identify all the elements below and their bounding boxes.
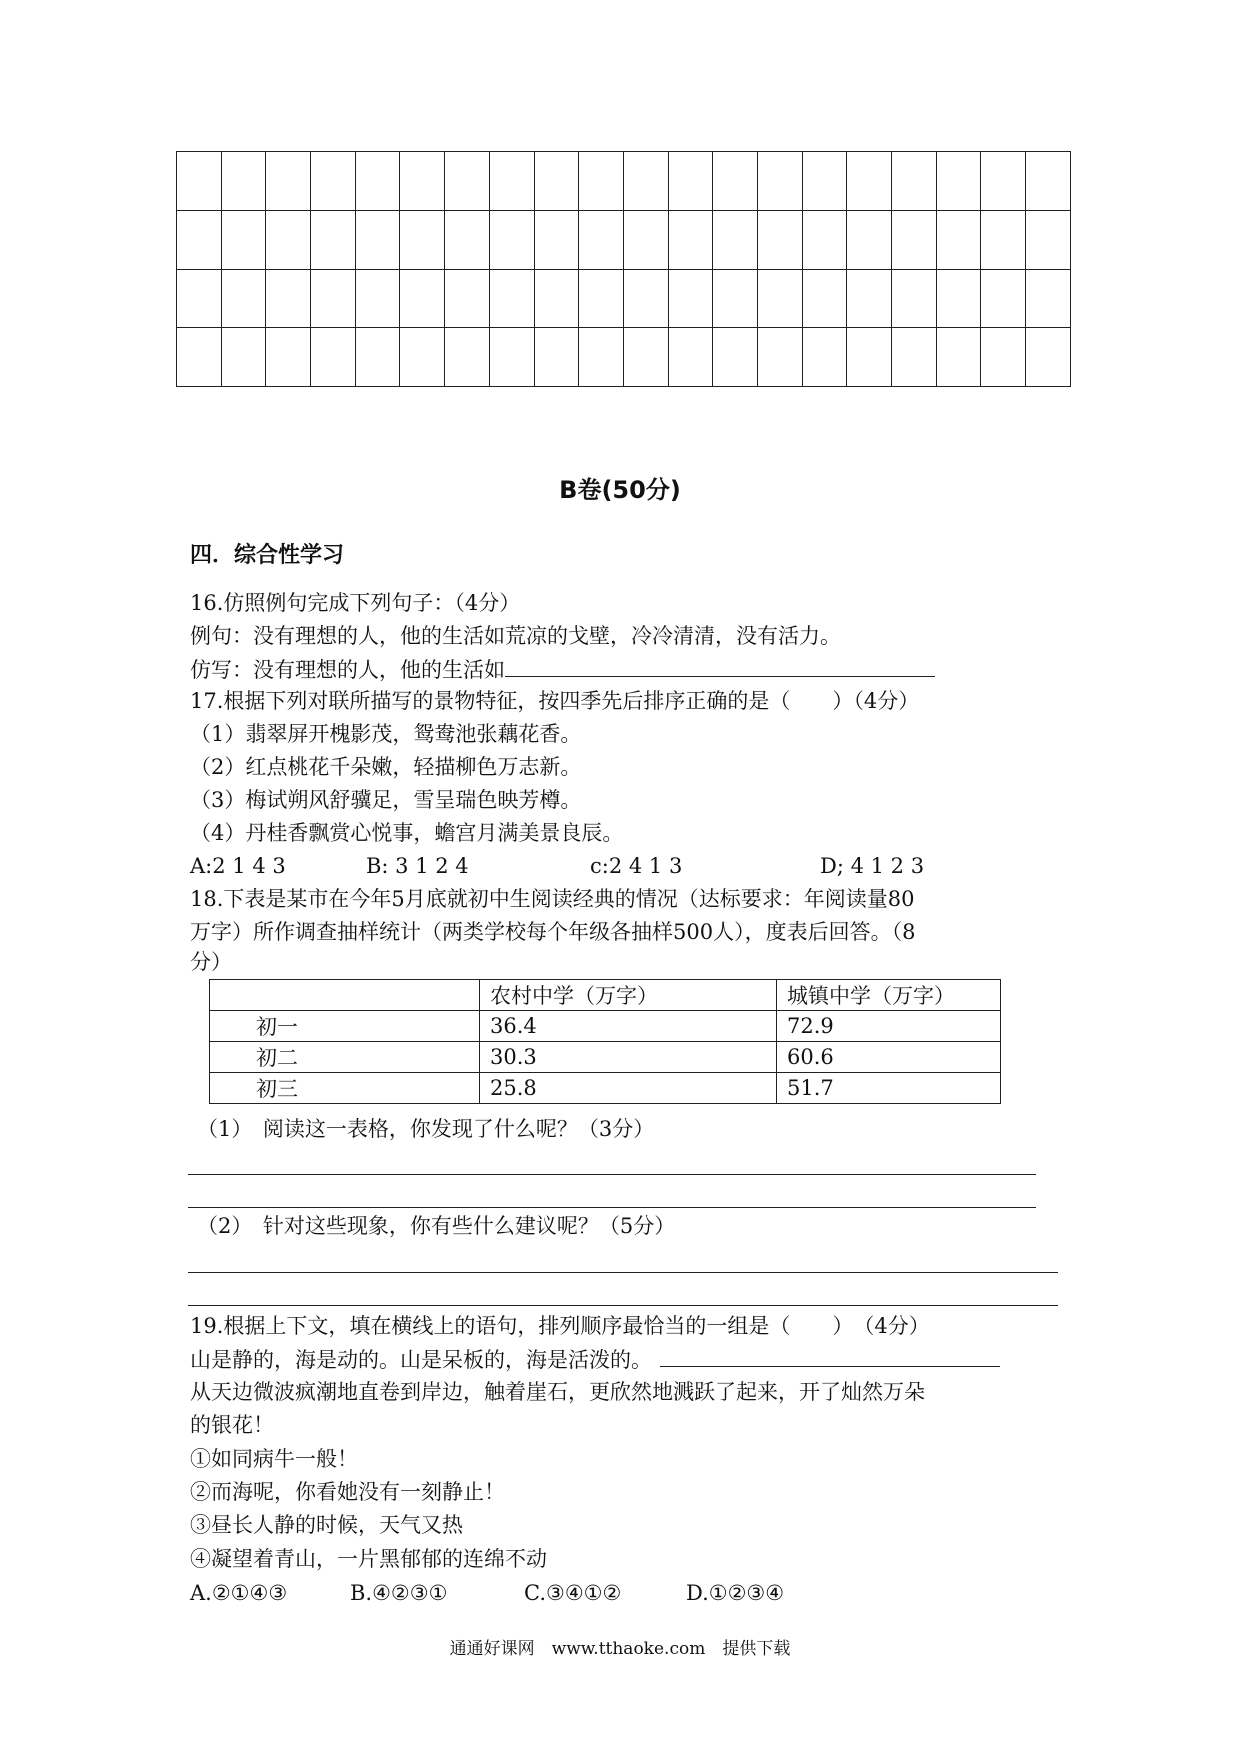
grid-cell[interactable] (221, 328, 266, 387)
grid-cell[interactable] (802, 269, 847, 328)
reading-survey-table (209, 979, 1001, 1104)
table-header-row (210, 980, 1001, 1011)
grid-cell[interactable] (1026, 328, 1071, 387)
q17-item-4: （4）丹桂香飘赏心悦事，蟾宫月满美景良辰。 (190, 821, 624, 845)
grid-cell[interactable] (623, 210, 668, 269)
grid-cell[interactable] (1026, 210, 1071, 269)
q19-item-4: ④凝望着青山，一片黑郁郁的连绵不动 (190, 1547, 547, 1571)
q17-option-a: A:2 1 4 3 (190, 854, 286, 878)
grid-cell[interactable] (757, 152, 802, 211)
q16-imitation-prefix: 仿写：没有理想的人，他的生活如 (190, 658, 505, 682)
q16-example: 例句：没有理想的人，他的生活如荒凉的戈壁，冷冷清清，没有活力。 (190, 624, 841, 648)
grid-cell[interactable] (445, 269, 490, 328)
grid-cell[interactable] (802, 152, 847, 211)
grid-cell[interactable] (400, 210, 445, 269)
grid-cell[interactable] (445, 152, 490, 211)
grid-cell[interactable] (266, 269, 311, 328)
table-row (210, 1042, 1001, 1073)
q17-item-1: （1）翡翠屏开槐影茂，鸳鸯池张藕花香。 (190, 722, 582, 746)
table-cell: 51.7 (777, 1073, 1001, 1104)
grid-cell[interactable] (847, 328, 892, 387)
grid-cell[interactable] (579, 269, 624, 328)
q18-answer-line-4[interactable] (188, 1305, 1058, 1306)
grid-cell[interactable] (177, 152, 222, 211)
grid-cell[interactable] (445, 328, 490, 387)
grid-row (177, 210, 1071, 269)
q18-answer-line-2[interactable] (188, 1207, 1036, 1208)
grid-cell[interactable] (847, 210, 892, 269)
grid-cell[interactable] (1026, 152, 1071, 211)
grid-cell[interactable] (534, 210, 579, 269)
grid-cell[interactable] (936, 328, 981, 387)
b-paper-title: B卷(50分) (559, 476, 681, 504)
grid-cell[interactable] (713, 210, 758, 269)
grid-cell[interactable] (221, 210, 266, 269)
q18-prompt-line3: 分） (190, 950, 232, 974)
q16-prompt: 16.仿照例句完成下列句子：（4分） (190, 591, 521, 615)
q17-prompt: 17.根据下列对联所描写的景物特征，按四季先后排序正确的是（ ）（4分） (190, 689, 920, 713)
grid-cell[interactable] (400, 269, 445, 328)
grid-cell[interactable] (892, 210, 937, 269)
grid-cell[interactable] (266, 328, 311, 387)
section-title: 四．综合性学习 (190, 543, 345, 568)
table-cell: 25.8 (480, 1073, 777, 1104)
grid-cell[interactable] (489, 328, 534, 387)
q19-context-text: 山是静的，海是动的。山是呆板的，海是活泼的。 (190, 1348, 652, 1372)
q18-prompt-line1: 18.下表是某市在今年5月底就初中生阅读经典的情况（达标要求：年阅读量80 (190, 887, 915, 911)
q18-sub2: （2） 针对这些现象，你有些什么建议呢？（5分） (197, 1214, 676, 1238)
grid-cell[interactable] (579, 152, 624, 211)
table-cell-grade: 初三 (210, 1073, 480, 1104)
q17-option-c: c:2 4 1 3 (590, 854, 683, 878)
q18-answer-line-3[interactable] (188, 1272, 1058, 1273)
grid-cell[interactable] (579, 328, 624, 387)
table-row (210, 1073, 1001, 1104)
q18-sub1: （1） 阅读这一表格，你发现了什么呢？（3分） (197, 1117, 655, 1141)
grid-cell[interactable] (623, 269, 668, 328)
grid-cell[interactable] (847, 269, 892, 328)
q17-item-2: （2）红点桃花千朵嫩，轻描柳色万志新。 (190, 755, 582, 779)
grid-cell[interactable] (802, 210, 847, 269)
grid-cell[interactable] (892, 152, 937, 211)
q18-answer-line-1[interactable] (188, 1174, 1036, 1175)
grid-cell[interactable] (847, 152, 892, 211)
table-cell: 30.3 (480, 1042, 777, 1073)
grid-cell[interactable] (221, 269, 266, 328)
grid-cell[interactable] (489, 210, 534, 269)
grid-row (177, 152, 1071, 211)
grid-cell[interactable] (713, 152, 758, 211)
grid-cell[interactable] (668, 210, 713, 269)
grid-cell[interactable] (668, 152, 713, 211)
grid-cell[interactable] (981, 152, 1026, 211)
q17-option-d: D; 4 1 2 3 (820, 854, 925, 878)
grid-cell[interactable] (757, 328, 802, 387)
q19-option-d: D.①②③④ (686, 1581, 785, 1605)
grid-cell[interactable] (757, 269, 802, 328)
grid-cell[interactable] (489, 269, 534, 328)
q19-answer-blank[interactable] (660, 1344, 1000, 1367)
q16-answer-blank[interactable] (505, 654, 935, 677)
grid-cell[interactable] (311, 152, 356, 211)
q19-option-c: C.③④①② (524, 1581, 622, 1605)
grid-cell[interactable] (400, 328, 445, 387)
grid-cell[interactable] (534, 269, 579, 328)
grid-row (177, 328, 1071, 387)
q19-context-line3: 的银花！ (190, 1413, 274, 1437)
table-cell: 36.4 (480, 1011, 777, 1042)
q19-item-3: ③昼长人静的时候，天气又热 (190, 1513, 463, 1537)
grid-cell[interactable] (892, 328, 937, 387)
grid-cell[interactable] (534, 152, 579, 211)
grid-cell[interactable] (981, 328, 1026, 387)
grid-cell[interactable] (757, 210, 802, 269)
grid-cell[interactable] (623, 328, 668, 387)
grid-cell[interactable] (981, 269, 1026, 328)
grid-cell[interactable] (355, 328, 400, 387)
q17-option-b: B: 3 1 2 4 (366, 854, 469, 878)
q19-prompt: 19.根据上下文，填在横线上的语句，排列顺序最恰当的一组是（ ） （4分） (190, 1314, 930, 1338)
grid-cell[interactable] (221, 152, 266, 211)
grid-cell[interactable] (623, 152, 668, 211)
grid-cell[interactable] (1026, 269, 1071, 328)
q19-option-b: B.④②③① (350, 1581, 448, 1605)
table-cell-grade: 初一 (210, 1011, 480, 1042)
grid-cell[interactable] (713, 269, 758, 328)
q17-item-3: （3）梅试朔风舒骥足，雪呈瑞色映芳樽。 (190, 788, 582, 812)
q16-imitation (190, 654, 935, 685)
grid-cell[interactable] (177, 269, 222, 328)
q19-item-1: ①如同病牛一般！ (190, 1447, 358, 1471)
grid-cell[interactable] (936, 269, 981, 328)
q19-option-a: A.②①④③ (190, 1581, 288, 1605)
table-row (210, 1011, 1001, 1042)
q18-prompt-line2: 万字）所作调查抽样统计（两类学校每个年级各抽样500人），度表后回答。（8 (190, 920, 916, 944)
grid-cell[interactable] (892, 269, 937, 328)
grid-cell[interactable] (355, 152, 400, 211)
table-header-cell: 农村中学（万字） (480, 980, 777, 1011)
q19-item-2: ②而海呢，你看她没有一刻静止！ (190, 1480, 505, 1504)
grid-cell[interactable] (489, 152, 534, 211)
grid-cell[interactable] (177, 328, 222, 387)
grid-row (177, 269, 1071, 328)
table-header-cell: 城镇中学（万字） (777, 980, 1001, 1011)
grid-cell[interactable] (266, 152, 311, 211)
grid-cell[interactable] (311, 210, 356, 269)
grid-cell[interactable] (266, 210, 311, 269)
writing-grid (176, 151, 1071, 387)
grid-cell[interactable] (177, 210, 222, 269)
grid-cell[interactable] (400, 152, 445, 211)
grid-cell[interactable] (668, 269, 713, 328)
q19-context-line2: 从天边微波疯潮地直卷到岸边，触着崖石，更欣然地溅跃了起来，开了灿然万朵 (190, 1380, 925, 1404)
grid-cell[interactable] (355, 210, 400, 269)
table-header-cell (210, 980, 480, 1011)
grid-cell[interactable] (668, 328, 713, 387)
grid-cell[interactable] (713, 328, 758, 387)
footer: 通通好课网 www.tthaoke.com 提供下载 (449, 1639, 791, 1659)
grid-cell[interactable] (981, 210, 1026, 269)
q19-context-line1 (190, 1344, 1000, 1375)
grid-cell[interactable] (936, 210, 981, 269)
grid-cell[interactable] (311, 269, 356, 328)
table-cell-grade: 初二 (210, 1042, 480, 1073)
grid-cell[interactable] (802, 328, 847, 387)
grid-cell[interactable] (355, 269, 400, 328)
grid-cell[interactable] (311, 328, 356, 387)
table-cell: 60.6 (777, 1042, 1001, 1073)
grid-cell[interactable] (534, 328, 579, 387)
table-cell: 72.9 (777, 1011, 1001, 1042)
grid-cell[interactable] (936, 152, 981, 211)
grid-cell[interactable] (579, 210, 624, 269)
grid-cell[interactable] (445, 210, 490, 269)
